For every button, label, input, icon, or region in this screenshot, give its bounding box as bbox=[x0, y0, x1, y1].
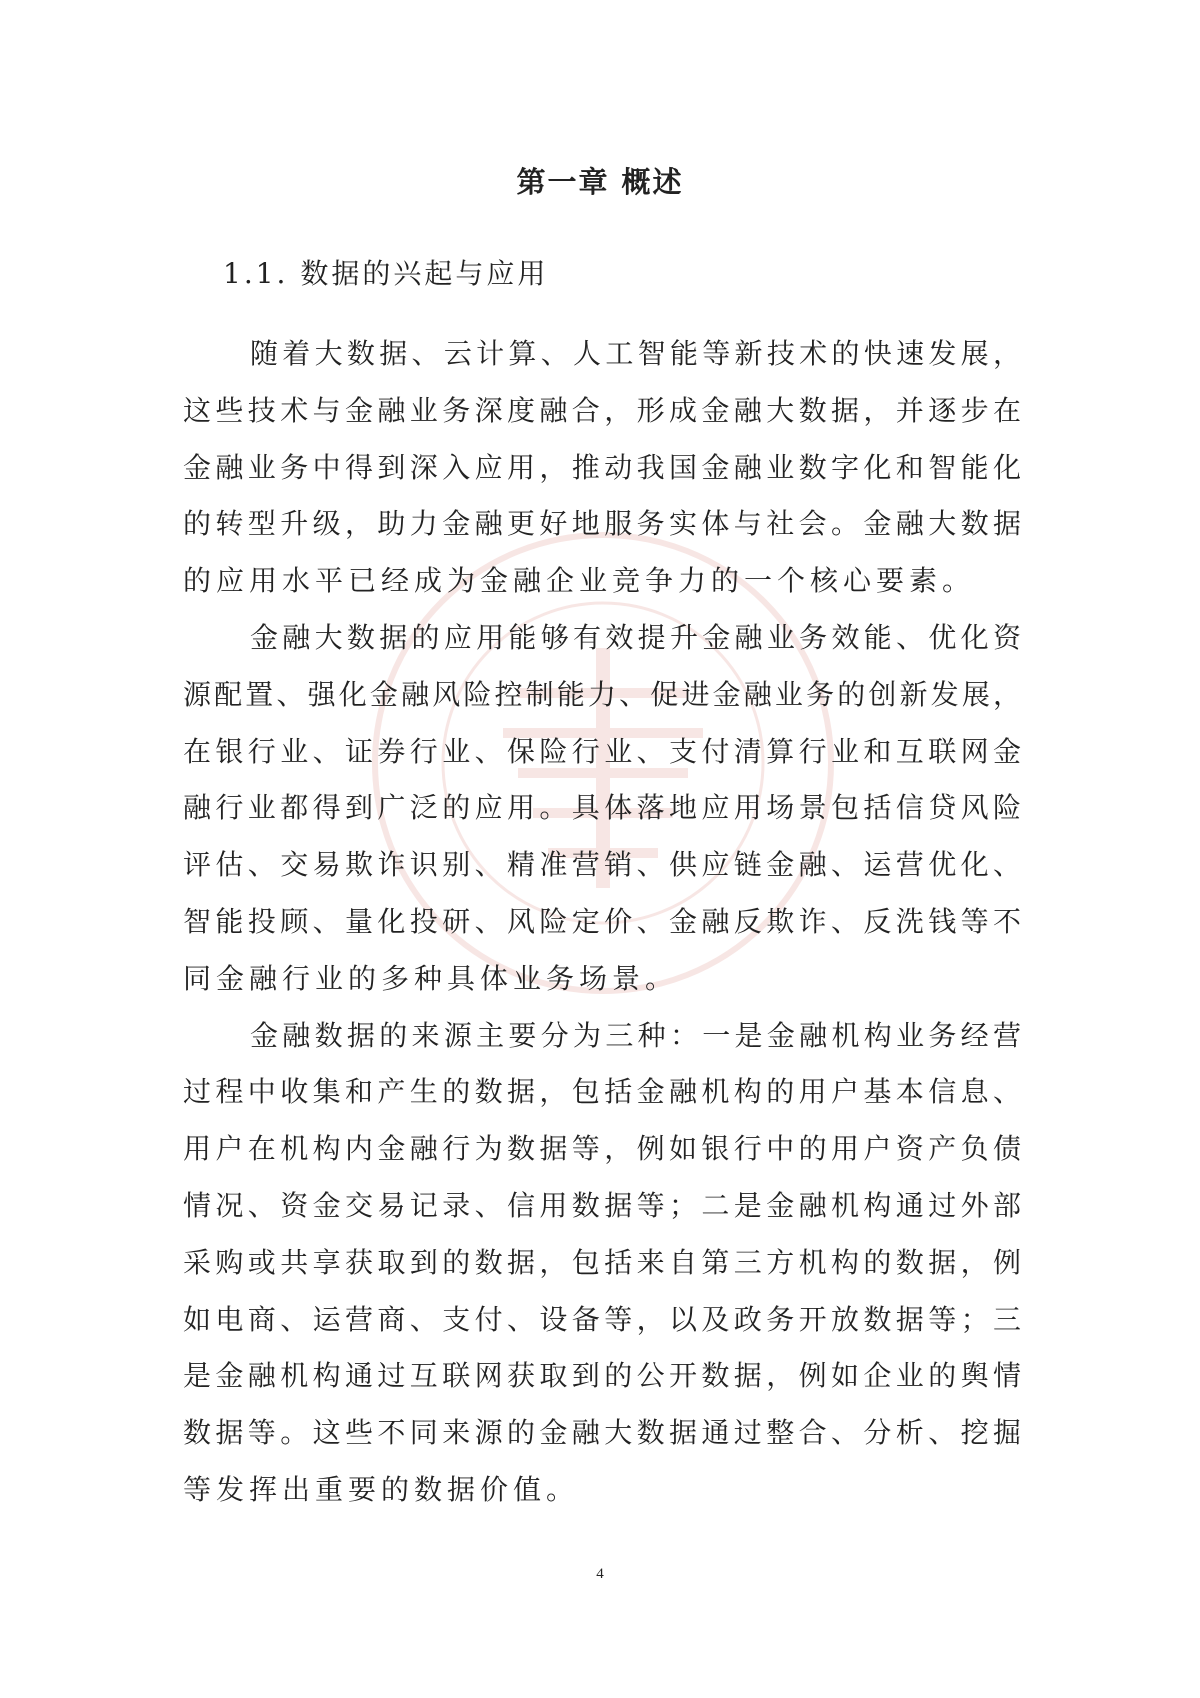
paragraph-line: 过程中收集和产生的数据，包括金融机构的用户基本信息、 bbox=[183, 1075, 1021, 1109]
paragraph-line: 同金融行业的多种具体业务场景。 bbox=[183, 961, 679, 995]
paragraph bbox=[183, 1008, 1021, 1519]
section-heading: 1.1. 数据的兴起与应用 bbox=[223, 257, 549, 290]
paragraph-line: 用户在机构内金融行为数据等，例如银行中的用户资产负债 bbox=[183, 1132, 1021, 1166]
paragraph-line: 评估、交易欺诈识别、精准营销、供应链金融、运营优化、 bbox=[183, 848, 1021, 882]
chapter-title: 第一章 概述 bbox=[516, 165, 684, 199]
paragraph-line: 金融数据的来源主要分为三种：一是金融机构业务经营 bbox=[250, 1018, 1021, 1052]
paragraph-line: 金融大数据的应用能够有效提升金融业务效能、优化资 bbox=[250, 620, 1021, 654]
paragraph-line: 数据等。这些不同来源的金融大数据通过整合、分析、挖掘 bbox=[183, 1416, 1021, 1450]
paragraph bbox=[183, 610, 1021, 1008]
paragraph-line: 的应用水平已经成为金融企业竞争力的一个核心要素。 bbox=[183, 564, 976, 598]
paragraph-line: 是金融机构通过互联网获取到的公开数据，例如企业的舆情 bbox=[183, 1359, 1021, 1393]
paragraph-line: 情况、资金交易记录、信用数据等；二是金融机构通过外部 bbox=[183, 1188, 1021, 1222]
paragraph bbox=[183, 326, 1021, 610]
paragraph-line: 源配置、强化金融风险控制能力、促进金融业务的创新发展， bbox=[183, 677, 1021, 711]
paragraph-line: 等发挥出重要的数据价值。 bbox=[183, 1472, 580, 1506]
page-number: 4 bbox=[596, 1566, 604, 1582]
paragraph-line: 的转型升级，助力金融更好地服务实体与社会。金融大数据 bbox=[183, 507, 1021, 541]
paragraph-line: 如电商、运营商、支付、设备等，以及政务开放数据等；三 bbox=[183, 1302, 1021, 1336]
paragraph-line: 采购或共享获取到的数据，包括来自第三方机构的数据，例 bbox=[183, 1245, 1021, 1279]
body-text bbox=[183, 326, 1021, 1519]
paragraph-line: 这些技术与金融业务深度融合，形成金融大数据，并逐步在 bbox=[183, 393, 1021, 427]
paragraph-line: 融行业都得到广泛的应用。具体落地应用场景包括信贷风险 bbox=[183, 791, 1021, 825]
paragraph-line: 金融业务中得到深入应用，推动我国金融业数字化和智能化 bbox=[183, 450, 1021, 484]
paragraph-line: 在银行业、证券行业、保险行业、支付清算行业和互联网金 bbox=[183, 734, 1021, 768]
paragraph-line: 随着大数据、云计算、人工智能等新技术的快速发展， bbox=[250, 337, 1021, 370]
paragraph-line: 智能投顾、量化投研、风险定价、金融反欺诈、反洗钱等不 bbox=[183, 904, 1021, 938]
